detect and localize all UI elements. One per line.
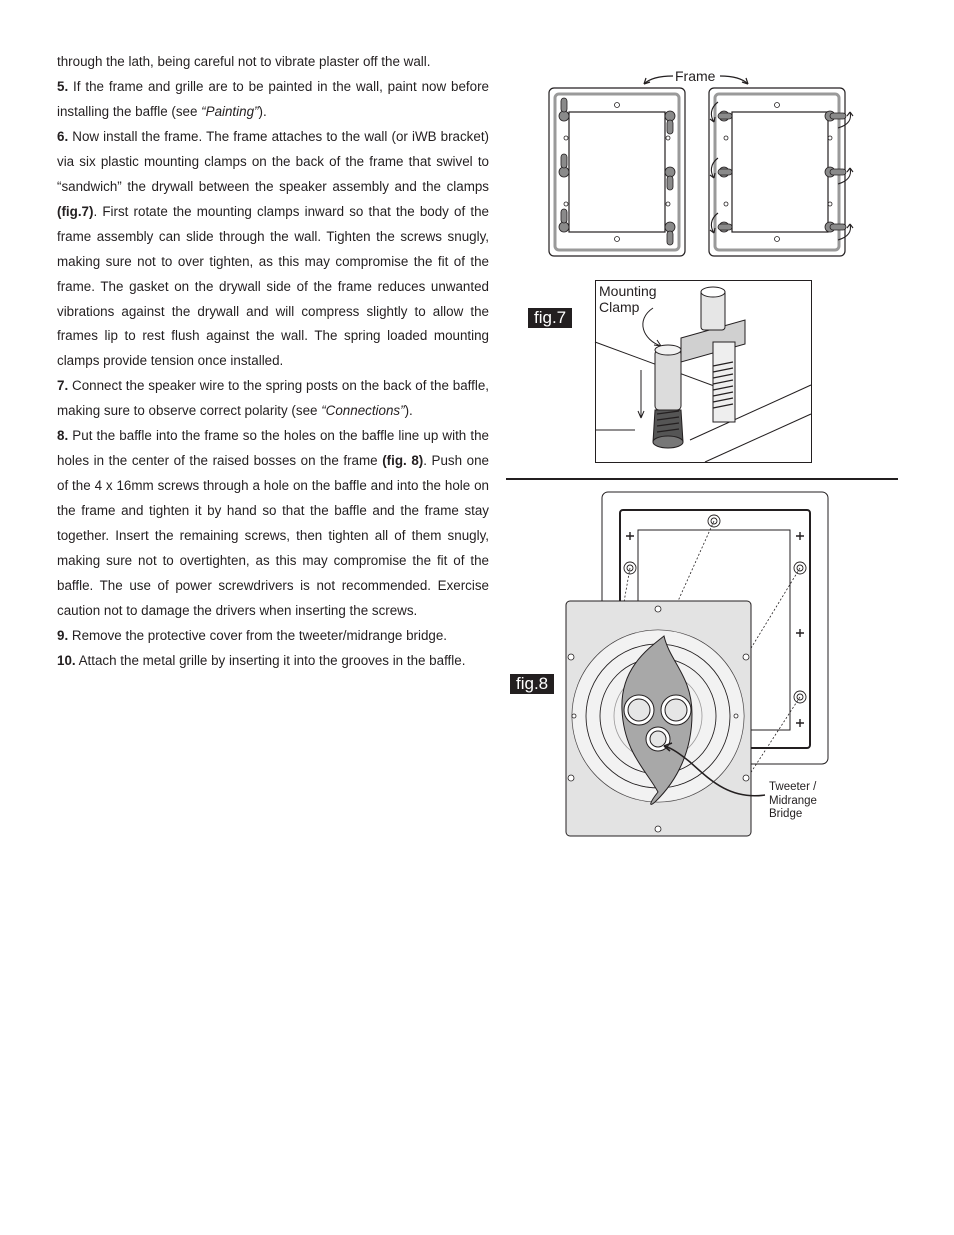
callout-line: Mounting	[599, 283, 657, 299]
step-number: 6.	[57, 128, 69, 144]
figure-reference: (fig.7)	[57, 203, 94, 219]
step-text-end: . Push one of the 4 x 16mm screws through a hole on the baffle and into the hole on the frame and tighten it by hand so that the baffle and the frame stay together. Insert the remaining screws, then tighten all of them snugly, making sure not to overtighten, as this may compromise the fit of the baffle. The use of power screwdrivers is not recommended. Exercise caution not to damage the drivers when inserting the screws.	[57, 453, 489, 618]
step-8	[57, 424, 489, 624]
step-text: Put the baffle into the frame so the holes on the baffle line up with the holes in the center of the raised bosses on the frame	[57, 428, 489, 469]
step-text: If the frame and grille are to be painted in the wall, paint now before installing the baffle (see	[57, 78, 489, 119]
frame-callout-label: Frame	[675, 68, 716, 84]
callout-line: Bridge	[769, 808, 803, 820]
fig7-label: fig.7	[528, 308, 572, 328]
step-text-end: ).	[404, 403, 413, 419]
step-5	[57, 75, 489, 125]
step-text: Remove the protective cover from the tweeter/midrange bridge.	[68, 627, 448, 643]
step-number: 7.	[57, 378, 69, 394]
section-divider	[506, 478, 898, 480]
step-text: Attach the metal grille by inserting it into the grooves in the baffle.	[75, 652, 466, 668]
step-text: Now install the frame. The frame attaches to the wall (or iWB bracket) via six plastic mounting clamps on the back of the frame that swivel to “sandwich” the drywall between the speaker assembly and the clamps	[57, 128, 489, 194]
step-number: 8.	[57, 428, 69, 444]
frame-rotation-illustration	[540, 70, 860, 260]
tweeter-midrange-callout	[769, 781, 817, 822]
step-text-end: ).	[258, 103, 267, 119]
callout-line: Tweeter /	[769, 781, 817, 793]
step-number: 9.	[57, 627, 69, 643]
mounting-clamp-callout	[599, 283, 657, 315]
callout-line: Midrange	[769, 794, 817, 807]
callout-line: Clamp	[599, 299, 640, 315]
step-9	[57, 624, 489, 649]
step-text-end: . First rotate the mounting clamps inward so that the body of the frame assembly can slide through the wall. Tighten the screws snugly, making sure not to over tighten, as this may compromise the fit of the frame. The gasket on the drywall side of the frame reduces unwanted vibrations against the drywall and will compress slightly to allow the frames lip to rest flush against the wall. The spring loaded mounting clamps provide tension once installed.	[57, 203, 489, 369]
step-number: 5.	[57, 78, 69, 94]
step-text: Connect the speaker wire to the spring posts on the back of the baffle, making sure to observe correct polarity (see	[57, 378, 489, 419]
cross-reference: “Painting”	[201, 103, 259, 119]
step-7	[57, 374, 489, 424]
fig8-label: fig.8	[510, 674, 554, 694]
step-number: 10.	[57, 652, 76, 668]
figure-reference: (fig. 8)	[382, 453, 424, 469]
paragraph-continuation	[57, 50, 489, 75]
paragraph-text: through the lath, being careful not to vibrate plaster off the wall.	[57, 54, 431, 69]
step-6	[57, 125, 489, 375]
instruction-text-column	[57, 50, 489, 674]
step-10	[57, 649, 489, 674]
cross-reference: “Connections”	[321, 403, 405, 419]
